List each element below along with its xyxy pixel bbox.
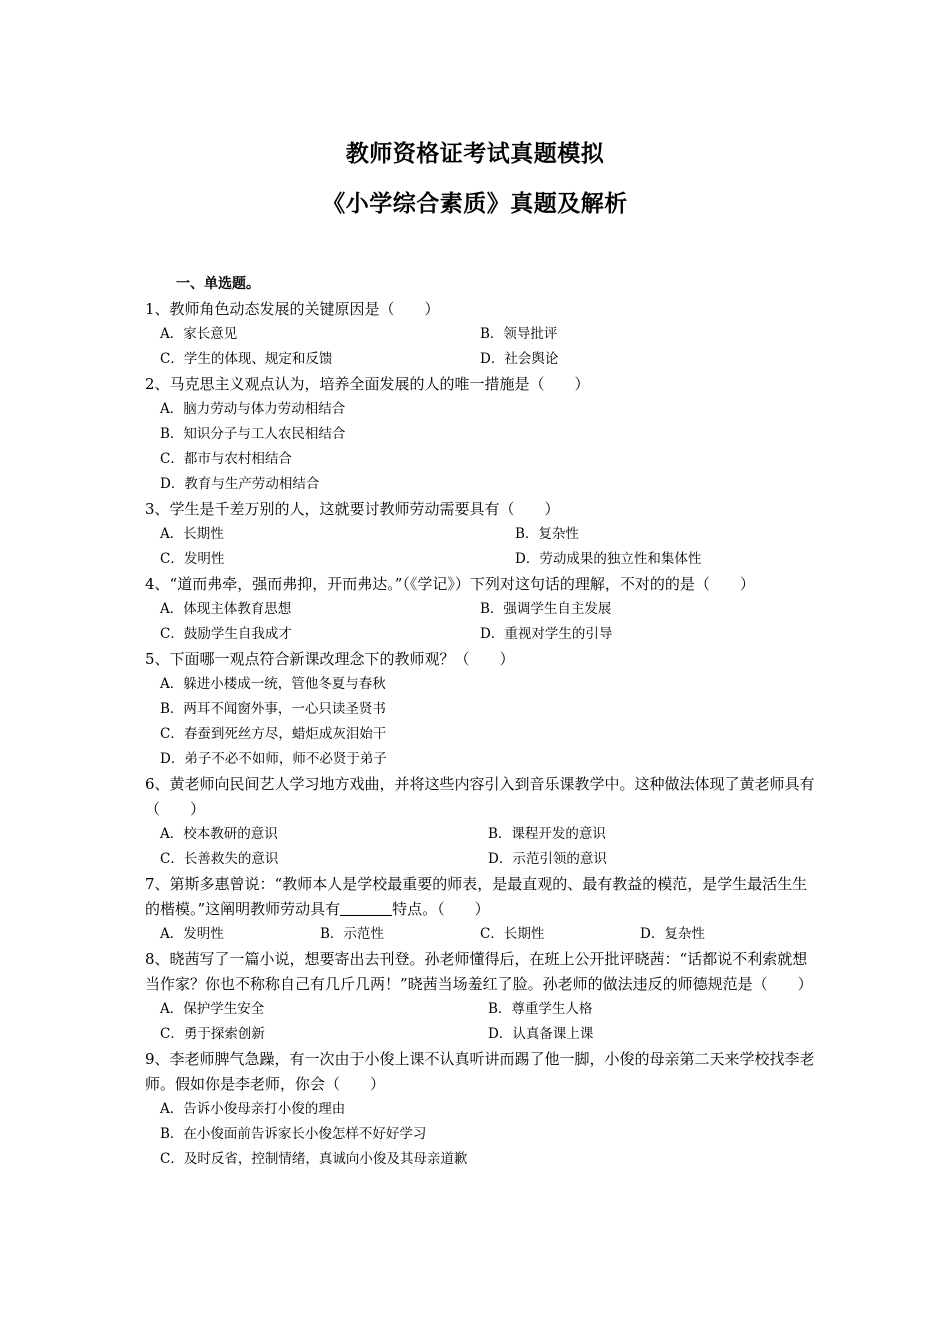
option-b: B．两耳不闻窗外事，一心只读圣贤书 — [160, 701, 386, 717]
option-d: D．教育与生产劳动相结合 — [160, 476, 320, 492]
document-subtitle: 《小学综合素质》真题及解析 — [322, 191, 628, 217]
option-c: C．发明性 — [160, 551, 225, 567]
option-c: C．长善救失的意识 — [160, 851, 279, 867]
option-c: C．学生的体现、规定和反馈 — [160, 351, 333, 367]
question-9 — [145, 1047, 815, 1172]
option-b: B．示范性 — [320, 926, 384, 942]
question-stem: 1、教师角色动态发展的关键原因是（ ） — [145, 300, 440, 318]
option-c: C．长期性 — [480, 926, 545, 942]
option-b: B．强调学生自主发展 — [480, 601, 612, 617]
question-stem — [145, 872, 815, 922]
option-d: D．复杂性 — [640, 926, 705, 942]
option-b: B．复杂性 — [515, 526, 579, 542]
question-6 — [145, 772, 815, 872]
question-3 — [145, 497, 815, 572]
option-c: C．春蚕到死丝方尽，蜡炬成灰泪始干 — [160, 726, 387, 742]
question-stem: 4、“道而弗牵，强而弗抑，开而弗达。”（《学记》）下列对这句话的理解，不对的的是（ ） — [145, 575, 755, 593]
question-stem: 3、学生是千差万别的人，这就要讨教师劳动需要具有（ ） — [145, 500, 560, 518]
option-a: A．保护学生安全 — [160, 1001, 265, 1017]
option-b: B．尊重学生人格 — [488, 1001, 593, 1017]
option-d: D．认真备课上课 — [488, 1026, 594, 1042]
option-a: A．长期性 — [160, 526, 224, 542]
option-c: C．勇于探索创新 — [160, 1026, 265, 1042]
section-heading: 一、单选题。 — [176, 276, 260, 292]
question-7 — [145, 872, 815, 947]
stem-text-end: 特点。（ ） — [392, 900, 490, 918]
option-a: A．家长意见 — [160, 326, 238, 342]
option-d: D．示范引领的意识 — [488, 851, 607, 867]
question-stem: 2、马克思主义观点认为，培养全面发展的人的唯一措施是（ ） — [145, 375, 590, 393]
question-stem: 6、黄老师向民间艺人学习地方戏曲，并将这些内容引入到音乐课教学中。这种做法体现了黄老师具有（ ） — [145, 775, 815, 818]
question-list — [145, 272, 815, 1172]
option-d: D．重视对学生的引导 — [480, 626, 613, 642]
option-a: A．脑力劳动与体力劳动相结合 — [160, 401, 346, 417]
question-stem: 8、晓茜写了一篇小说，想要寄出去刊登。孙老师懂得后，在班上公开批评晓茜：“话都说不利索就想当作家？你也不称称自己有几斤几两！”晓茜当场羞红了脸。孙老师的做法违反的师德规范是（ ） — [145, 950, 813, 993]
question-4 — [145, 572, 815, 647]
question-stem: 5、下面哪一观点符合新课改理念下的教师观？（ ） — [145, 650, 515, 668]
question-2 — [145, 372, 815, 497]
option-c: C．及时反省，控制情绪，真诚向小俊及其母亲道歉 — [160, 1151, 468, 1167]
question-1 — [145, 297, 815, 372]
option-a: A．校本教研的意识 — [160, 826, 278, 842]
question-stem: 9、李老师脾气急躁，有一次由于小俊上课不认真听讲而踢了他一脚，小俊的母亲第二天来学校找李老师。假如你是李老师，你会（ ） — [145, 1050, 815, 1093]
option-b: B．领导批评 — [480, 326, 558, 342]
fill-blank — [340, 899, 392, 916]
option-a: A．发明性 — [160, 926, 224, 942]
stem-text: 7、第斯多惠曾说：“教师本人是学校最重要的师表，是最直观的、最有教益的模范，是学生最活生生的楷模。”这阐明教师劳动具有 — [145, 875, 808, 918]
option-a: A．告诉小俊母亲打小俊的理由 — [160, 1101, 346, 1117]
option-d: D．弟子不必不如师，师不必贤于弟子 — [160, 751, 387, 767]
option-c: C．都市与农村相结合 — [160, 451, 292, 467]
document-title: 教师资格证考试真题模拟 — [345, 141, 605, 167]
question-8 — [145, 947, 815, 1047]
option-b: B．在小俊面前告诉家长小俊怎样不好好学习 — [160, 1126, 427, 1142]
question-5 — [145, 647, 815, 772]
option-b: B．知识分子与工人农民相结合 — [160, 426, 346, 442]
option-c: C．鼓励学生自我成才 — [160, 626, 292, 642]
option-b: B．课程开发的意识 — [488, 826, 606, 842]
option-a: A．躲进小楼成一统，管他冬夏与春秋 — [160, 676, 386, 692]
option-d: D．社会舆论 — [480, 351, 559, 367]
option-d: D．劳动成果的独立性和集体性 — [515, 551, 702, 567]
option-a: A．体现主体教育思想 — [160, 601, 292, 617]
